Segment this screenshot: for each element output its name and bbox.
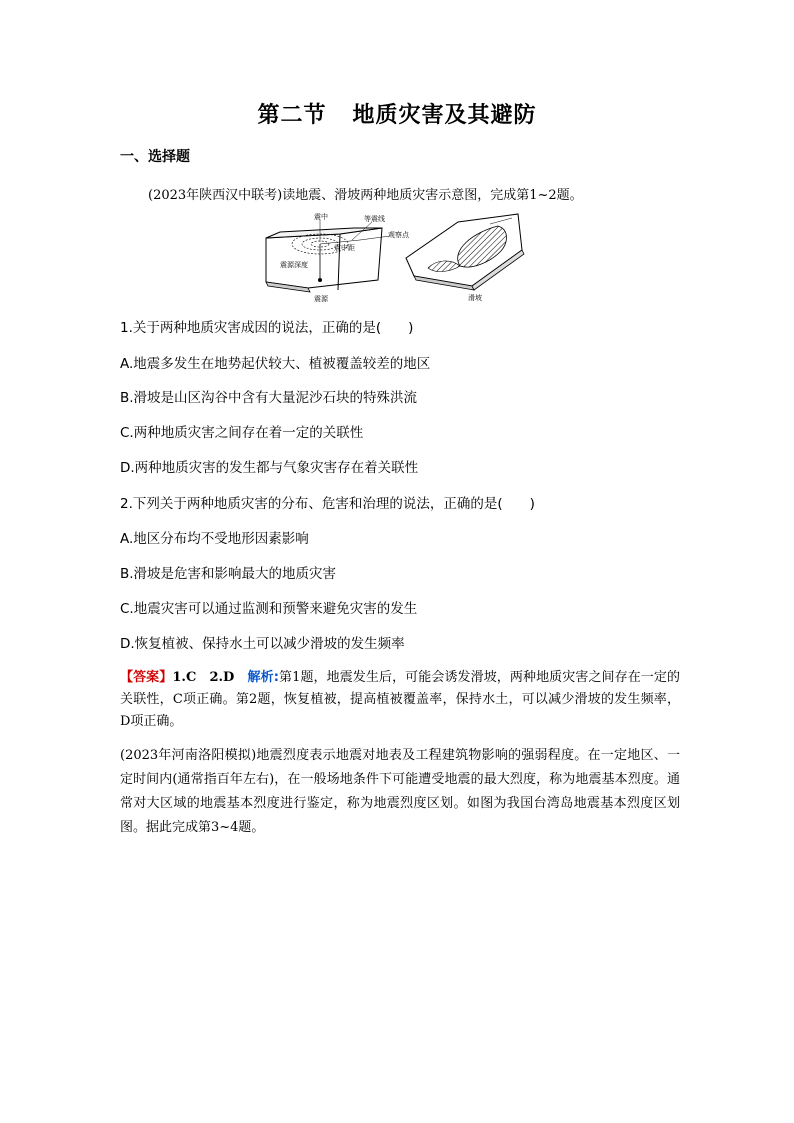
answer-keys: 1.C 2.D <box>172 670 235 685</box>
label-focus: 震源 <box>314 295 328 303</box>
question-2-option-a[interactable]: A.地区分布均不受地形因素影响 <box>120 531 309 547</box>
question-intro: (2023年陕西汉中联考)读地震、滑坡两种地质灾害示意图，完成第1~2题。 <box>148 188 583 203</box>
analysis-text: 第1题，地震发生后，可能会诱发滑坡，两种地质灾害之间存在一定的关联性，C项正确。第2题，恢复植被，提高植被覆盖率，保持水土，可以减少滑坡的发生频率，D项正确。 <box>120 670 680 729</box>
answer-block <box>120 667 680 733</box>
question-1-option-a[interactable]: A.地震多发生在地势起伏较大、植被覆盖较差的地区 <box>120 356 431 372</box>
question-2-stem: 2.下列关于两种地质灾害的分布、危害和治理的说法，正确的是( ) <box>120 496 535 512</box>
analysis-label: 解析: <box>247 670 279 685</box>
title-topic: 地质灾害及其避防 <box>352 103 537 128</box>
label-epicentral-distance: 震中距 <box>334 244 355 252</box>
label-focal-depth: 震源深度 <box>280 261 308 269</box>
question-3-4-context: (2023年河南洛阳模拟)地震烈度表示地震对地表及工程建筑物影响的强弱程度。在一定地区、一定时间内(通常指百年左右)，在一般场地条件下可能遭受地震的最大烈度，称为地震基本烈度。通常对大区域的地震基本烈度进行鉴定，称为地震烈度区划。如图为我国台湾岛地震基本烈度区划图。据此完成第3~4题。 <box>120 748 680 835</box>
question-1-option-c[interactable]: C.两种地质灾害之间存在着一定的关联性 <box>120 425 364 441</box>
question-1-stem: 1.关于两种地质灾害成因的说法，正确的是( ) <box>120 320 414 336</box>
landslide-block <box>406 214 524 290</box>
page-title <box>0 98 794 129</box>
label-epicenter: 震中 <box>314 213 328 221</box>
section-heading: 一、选择题 <box>120 149 190 165</box>
label-observation: 观察点 <box>388 231 409 239</box>
title-section-number: 第二节 <box>257 103 327 128</box>
geology-diagram <box>260 210 540 306</box>
label-landslide: 滑坡 <box>468 294 482 302</box>
question-1-option-d[interactable]: D.两种地质灾害的发生都与气象灾害存在着关联性 <box>120 460 419 476</box>
question-2-option-d[interactable]: D.恢复植被、保持水土可以减少滑坡的发生频率 <box>120 636 405 652</box>
question-2-option-b[interactable]: B.滑坡是危害和影响最大的地质灾害 <box>120 566 337 582</box>
answer-label: 【答案】 <box>120 670 173 685</box>
question-2-option-c[interactable]: C.地震灾害可以通过监测和预警来避免灾害的发生 <box>120 601 418 617</box>
earthquake-block <box>266 220 390 292</box>
label-isoseismal: 等震线 <box>364 215 385 223</box>
question-1-option-b[interactable]: B.滑坡是山区沟谷中含有大量泥沙石块的特殊洪流 <box>120 390 418 406</box>
